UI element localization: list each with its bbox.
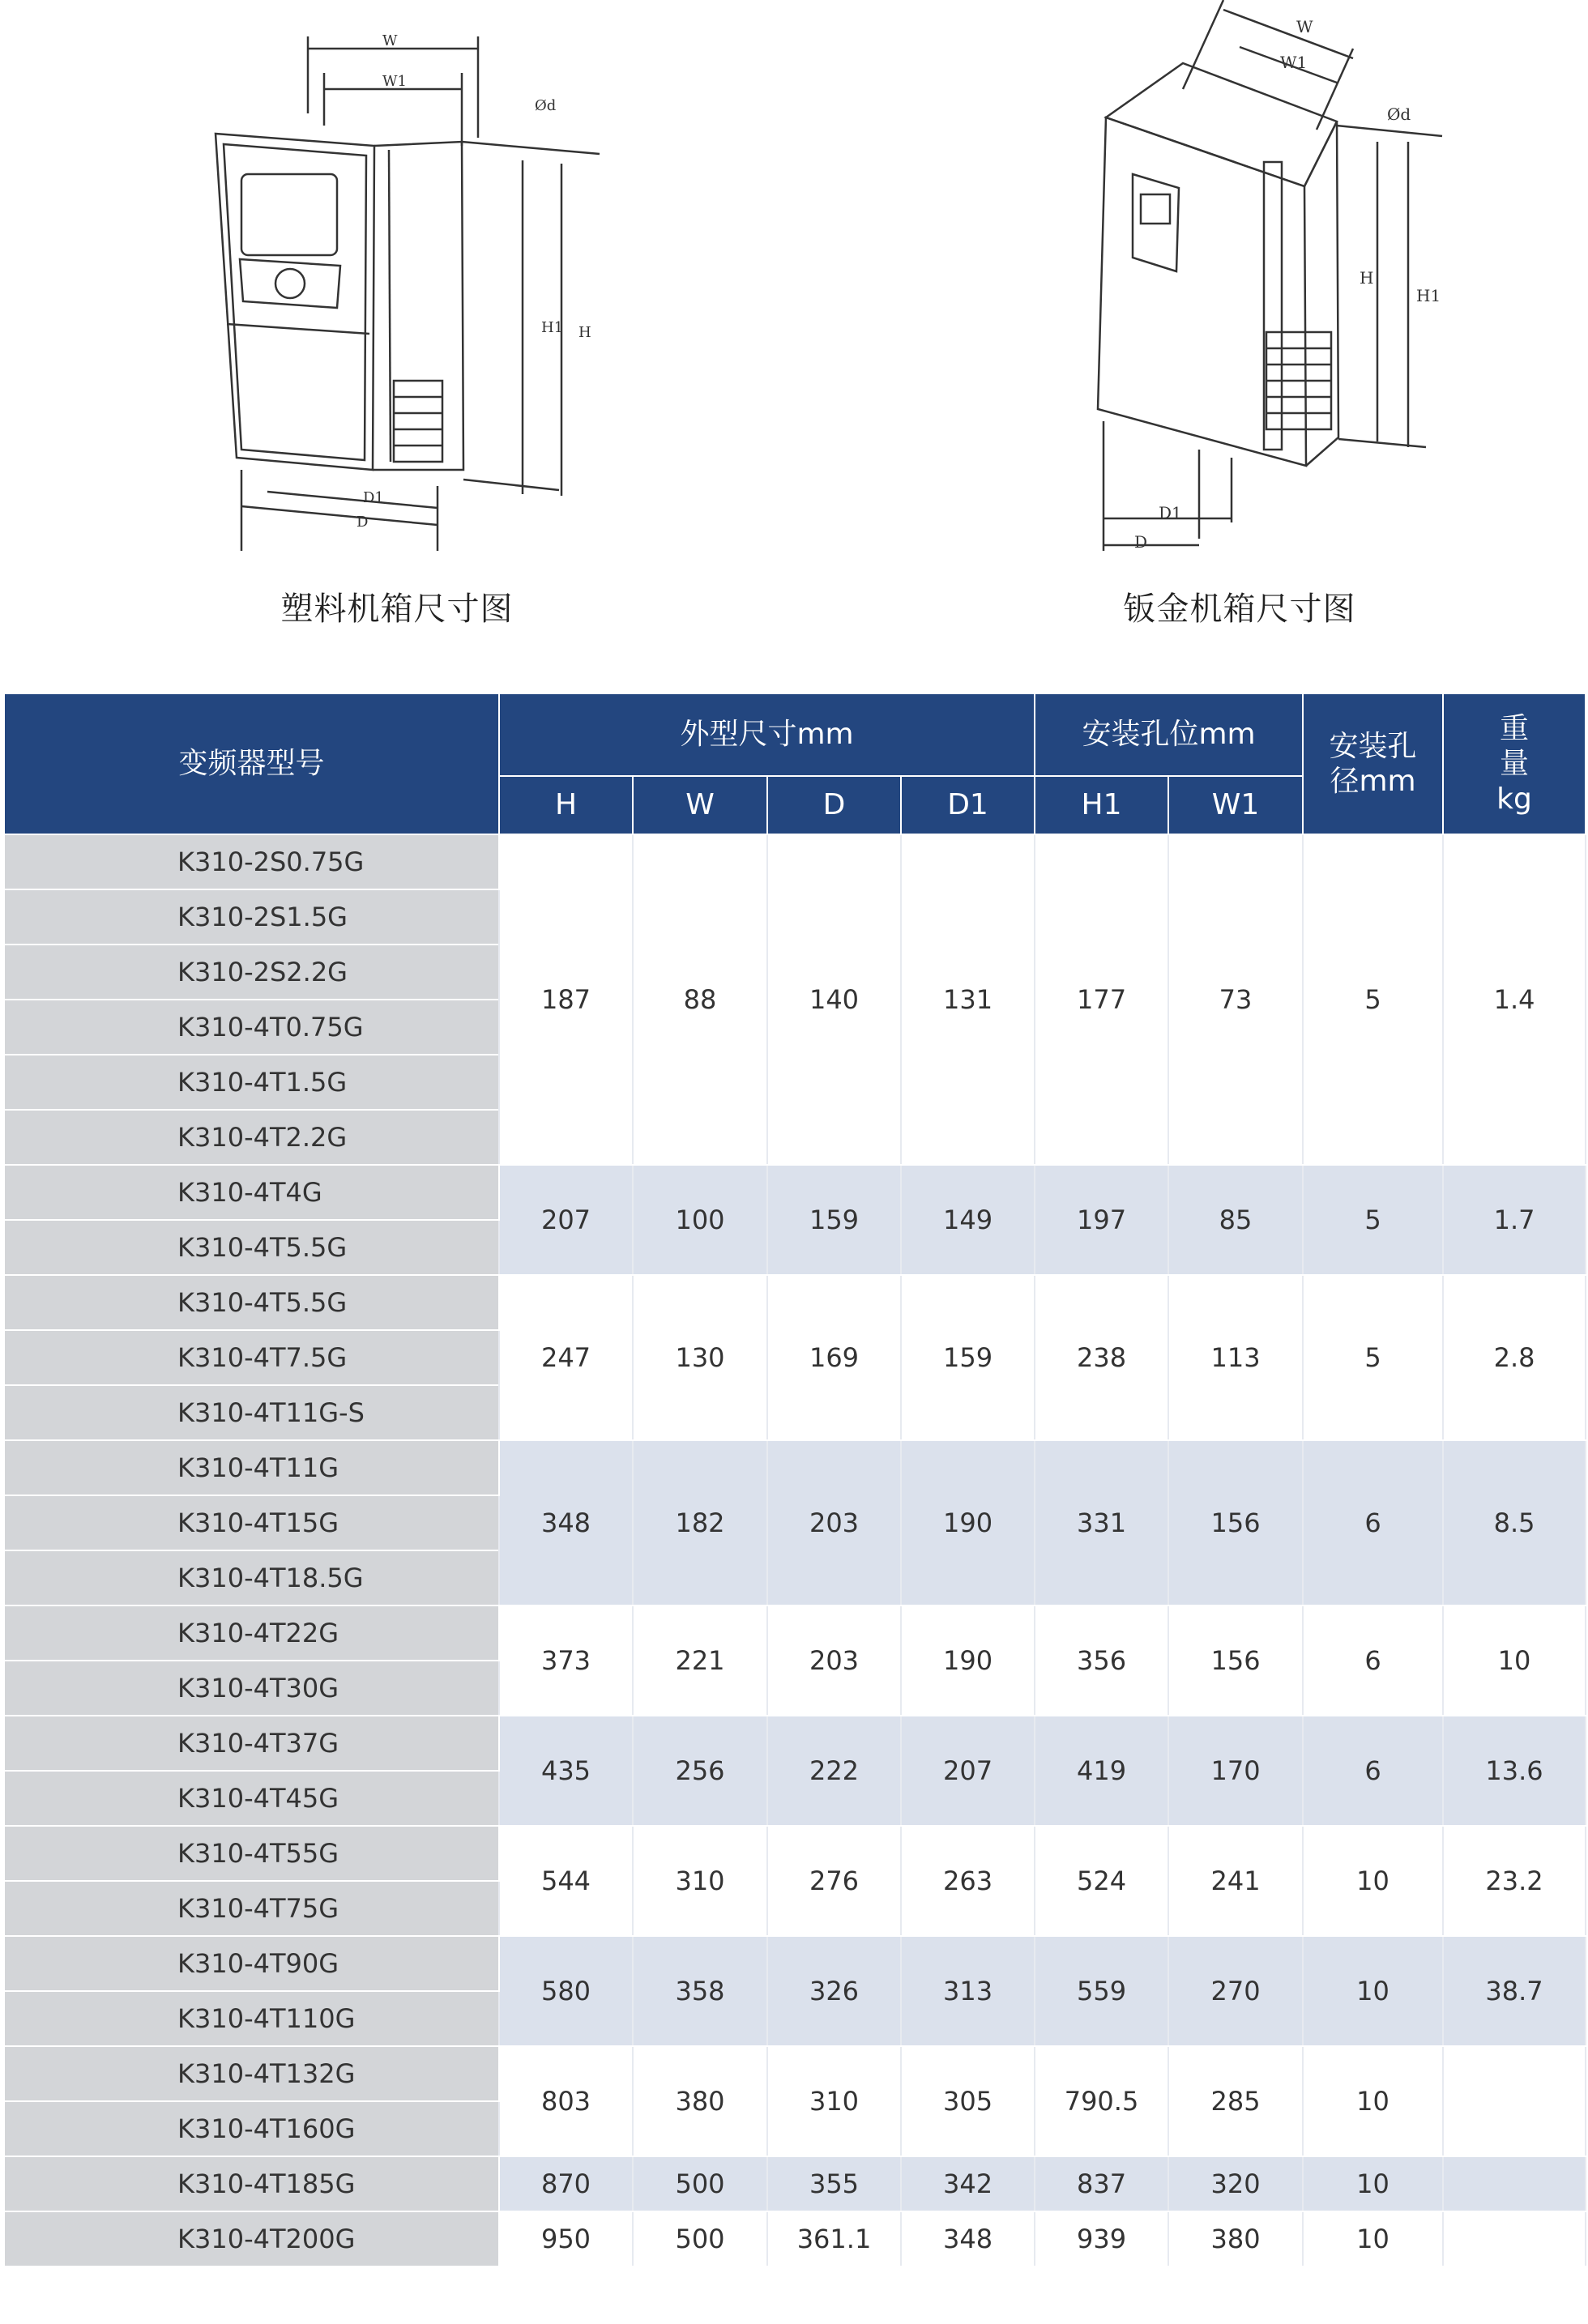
label-w: W	[382, 32, 398, 49]
value-cell-h: 544	[499, 1826, 633, 1936]
model-cell: K310-4T15G	[4, 1495, 499, 1550]
value-cell-h1: 559	[1035, 1936, 1168, 2046]
model-cell: K310-4T4G	[4, 1165, 499, 1220]
value-cell-w1: 270	[1168, 1936, 1303, 2046]
value-cell-h1: 331	[1035, 1440, 1168, 1605]
value-cell-kg	[1443, 2046, 1586, 2156]
value-cell-hole: 10	[1303, 2211, 1443, 2266]
value-cell-w: 500	[633, 2211, 767, 2266]
model-cell: K310-4T200G	[4, 2211, 499, 2266]
table-row	[4, 834, 1586, 889]
value-cell-d1: 190	[901, 1440, 1035, 1605]
table-row	[4, 1605, 1586, 1661]
value-cell-w: 221	[633, 1605, 767, 1716]
value-cell-w1: 320	[1168, 2156, 1303, 2211]
value-cell-w1: 241	[1168, 1826, 1303, 1936]
label-w: W	[1296, 17, 1313, 36]
value-cell-hole: 10	[1303, 1936, 1443, 2046]
value-cell-d: 276	[767, 1826, 901, 1936]
value-cell-h1: 238	[1035, 1275, 1168, 1440]
header-col-h: H	[499, 776, 633, 834]
table-row	[4, 1440, 1586, 1495]
value-cell-h1: 197	[1035, 1165, 1168, 1275]
header-model: 变频器型号	[4, 693, 499, 834]
value-cell-h: 435	[499, 1716, 633, 1826]
model-cell: K310-4T45G	[4, 1771, 499, 1826]
model-cell: K310-4T75G	[4, 1881, 499, 1936]
model-cell: K310-4T90G	[4, 1936, 499, 1991]
table-row	[4, 1936, 1586, 1991]
value-cell-d1: 149	[901, 1165, 1035, 1275]
value-cell-d1: 348	[901, 2211, 1035, 2266]
value-cell-hole: 10	[1303, 1826, 1443, 1936]
value-cell-hole: 10	[1303, 2046, 1443, 2156]
value-cell-w1: 380	[1168, 2211, 1303, 2266]
value-cell-w1: 285	[1168, 2046, 1303, 2156]
table-row	[4, 2156, 1586, 2211]
value-cell-hole: 6	[1303, 1716, 1443, 1826]
sheet-metal-enclosure-caption: 钣金机箱尺寸图	[1123, 591, 1356, 628]
header-col-h1: H1	[1035, 776, 1168, 834]
value-cell-d1: 263	[901, 1826, 1035, 1936]
value-cell-w1: 156	[1168, 1605, 1303, 1716]
value-cell-d: 140	[767, 834, 901, 1165]
table-row	[4, 2211, 1586, 2266]
value-cell-h: 580	[499, 1936, 633, 2046]
value-cell-hole: 10	[1303, 2156, 1443, 2211]
value-cell-kg: 1.4	[1443, 834, 1586, 1165]
label-d1: D1	[363, 489, 384, 506]
value-cell-w: 182	[633, 1440, 767, 1605]
value-cell-h: 247	[499, 1275, 633, 1440]
label-w1: W1	[1280, 53, 1308, 72]
value-cell-w1: 85	[1168, 1165, 1303, 1275]
model-cell: K310-2S0.75G	[4, 834, 499, 889]
model-cell: K310-4T55G	[4, 1826, 499, 1881]
label-d1: D1	[1159, 503, 1182, 522]
header-hole: 安装孔径mm	[1303, 693, 1443, 834]
value-cell-h1: 524	[1035, 1826, 1168, 1936]
value-cell-h1: 177	[1035, 834, 1168, 1165]
value-cell-w: 88	[633, 834, 767, 1165]
value-cell-d: 326	[767, 1936, 901, 2046]
value-cell-w: 310	[633, 1826, 767, 1936]
model-cell: K310-4T1.5G	[4, 1055, 499, 1110]
header-col-w1: W1	[1168, 776, 1303, 834]
value-cell-h: 187	[499, 834, 633, 1165]
value-cell-kg	[1443, 2156, 1586, 2211]
value-cell-w: 100	[633, 1165, 767, 1275]
model-cell: K310-2S1.5G	[4, 889, 499, 945]
value-cell-h1: 356	[1035, 1605, 1168, 1716]
table-row	[4, 2046, 1586, 2101]
value-cell-d: 310	[767, 2046, 901, 2156]
model-cell: K310-4T0.75G	[4, 1000, 499, 1055]
table-row	[4, 1275, 1586, 1330]
value-cell-kg: 38.7	[1443, 1936, 1586, 2046]
sheet-metal-enclosure-drawing	[1037, 0, 1458, 567]
header-col-d1: D1	[901, 776, 1035, 834]
value-cell-kg: 2.8	[1443, 1275, 1586, 1440]
table-row	[4, 1716, 1586, 1771]
value-cell-hole: 6	[1303, 1440, 1443, 1605]
table-row	[4, 1826, 1586, 1881]
value-cell-d: 159	[767, 1165, 901, 1275]
value-cell-d1: 313	[901, 1936, 1035, 2046]
model-cell: K310-4T185G	[4, 2156, 499, 2211]
value-cell-h: 870	[499, 2156, 633, 2211]
model-cell: K310-4T160G	[4, 2101, 499, 2156]
table-row	[4, 1165, 1586, 1220]
value-cell-d1: 305	[901, 2046, 1035, 2156]
header-weight: 重量kg	[1443, 693, 1586, 834]
label-h: H	[1360, 268, 1374, 288]
model-cell: K310-2S2.2G	[4, 945, 499, 1000]
model-cell: K310-4T37G	[4, 1716, 499, 1771]
value-cell-d: 361.1	[767, 2211, 901, 2266]
value-cell-h: 950	[499, 2211, 633, 2266]
value-cell-kg: 13.6	[1443, 1716, 1586, 1826]
model-cell: K310-4T11G	[4, 1440, 499, 1495]
value-cell-d: 203	[767, 1605, 901, 1716]
value-cell-kg	[1443, 2211, 1586, 2266]
value-cell-d1: 159	[901, 1275, 1035, 1440]
label-phi-d: Ød	[535, 97, 557, 114]
value-cell-d1: 207	[901, 1716, 1035, 1826]
header-outline: 外型尺寸mm	[499, 693, 1035, 776]
value-cell-h1: 790.5	[1035, 2046, 1168, 2156]
value-cell-h: 803	[499, 2046, 633, 2156]
value-cell-d1: 190	[901, 1605, 1035, 1716]
value-cell-w: 380	[633, 2046, 767, 2156]
table-body	[4, 834, 1586, 2266]
label-h1: H1	[1416, 286, 1441, 305]
value-cell-w1: 156	[1168, 1440, 1303, 1605]
value-cell-hole: 6	[1303, 1605, 1443, 1716]
label-d: D	[1134, 532, 1148, 552]
header-col-w: W	[633, 776, 767, 834]
value-cell-kg: 10	[1443, 1605, 1586, 1716]
value-cell-w1: 73	[1168, 834, 1303, 1165]
value-cell-w: 500	[633, 2156, 767, 2211]
model-cell: K310-4T7.5G	[4, 1330, 499, 1385]
model-cell: K310-4T110G	[4, 1991, 499, 2046]
dimension-drawings	[0, 0, 1588, 664]
plastic-enclosure-caption: 塑料机箱尺寸图	[280, 591, 514, 628]
value-cell-d: 169	[767, 1275, 901, 1440]
value-cell-hole: 5	[1303, 834, 1443, 1165]
value-cell-w: 130	[633, 1275, 767, 1440]
value-cell-w1: 113	[1168, 1275, 1303, 1440]
model-cell: K310-4T30G	[4, 1661, 499, 1716]
model-cell: K310-4T2.2G	[4, 1110, 499, 1165]
value-cell-kg: 1.7	[1443, 1165, 1586, 1275]
value-cell-w: 256	[633, 1716, 767, 1826]
value-cell-d1: 342	[901, 2156, 1035, 2211]
model-cell: K310-4T18.5G	[4, 1550, 499, 1605]
model-cell: K310-4T5.5G	[4, 1275, 499, 1330]
value-cell-h: 373	[499, 1605, 633, 1716]
header-col-d: D	[767, 776, 901, 834]
value-cell-h: 207	[499, 1165, 633, 1275]
label-d: D	[356, 514, 369, 531]
value-cell-hole: 5	[1303, 1165, 1443, 1275]
dimension-spec-table	[3, 693, 1586, 2267]
model-cell: K310-4T132G	[4, 2046, 499, 2101]
label-w1: W1	[382, 73, 407, 90]
header-mounting: 安装孔位mm	[1035, 693, 1303, 776]
value-cell-d: 355	[767, 2156, 901, 2211]
model-cell: K310-4T22G	[4, 1605, 499, 1661]
value-cell-d: 222	[767, 1716, 901, 1826]
value-cell-hole: 5	[1303, 1275, 1443, 1440]
plastic-enclosure-drawing	[146, 16, 648, 551]
value-cell-d: 203	[767, 1440, 901, 1605]
label-h: H	[578, 324, 591, 341]
model-cell: K310-4T5.5G	[4, 1220, 499, 1275]
value-cell-kg: 8.5	[1443, 1440, 1586, 1605]
value-cell-kg: 23.2	[1443, 1826, 1586, 1936]
value-cell-h1: 939	[1035, 2211, 1168, 2266]
label-phi-d: Ød	[1387, 104, 1411, 124]
value-cell-w1: 170	[1168, 1716, 1303, 1826]
value-cell-h1: 419	[1035, 1716, 1168, 1826]
value-cell-d1: 131	[901, 834, 1035, 1165]
value-cell-h: 348	[499, 1440, 633, 1605]
value-cell-h1: 837	[1035, 2156, 1168, 2211]
model-cell: K310-4T11G-S	[4, 1385, 499, 1440]
label-h1: H1	[541, 319, 564, 336]
value-cell-w: 358	[633, 1936, 767, 2046]
